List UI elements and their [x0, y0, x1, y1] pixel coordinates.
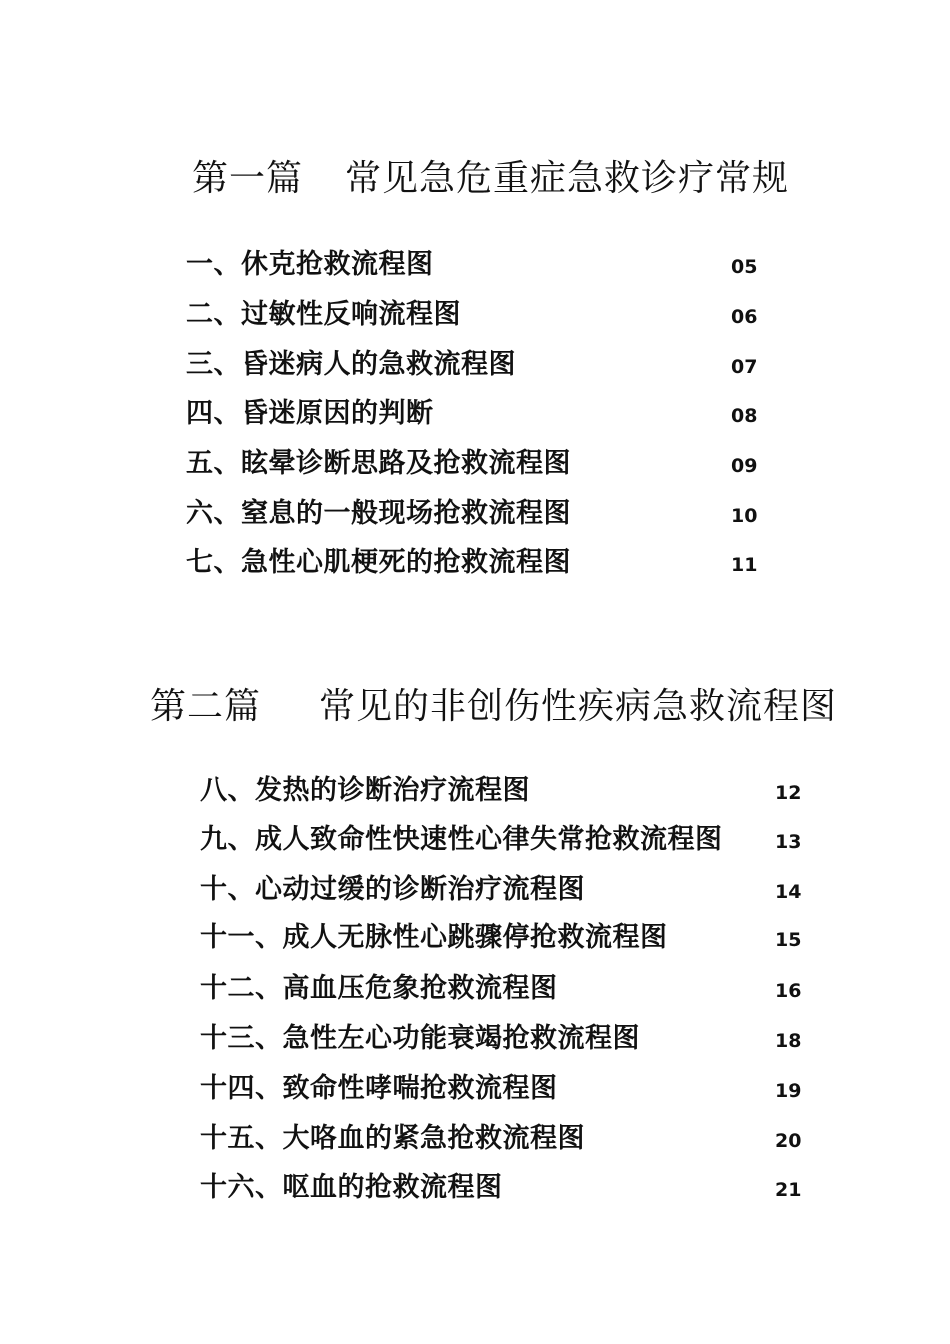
toc-entry-label: 十六、呕血的抢救流程图 — [200, 1172, 503, 1203]
toc-entry[interactable] — [0, 768, 950, 818]
toc-entry-page: 19 — [775, 1080, 802, 1102]
toc-entry-page: 16 — [775, 980, 802, 1002]
toc-entry-label: 七、急性心肌梗死的抢救流程图 — [186, 547, 571, 578]
toc-entry-label: 十三、急性左心功能衰竭抢救流程图 — [200, 1023, 640, 1054]
toc-entry[interactable] — [0, 540, 950, 590]
toc-entry[interactable] — [0, 441, 950, 491]
toc-entry[interactable] — [0, 1016, 950, 1066]
toc-entry-page: 07 — [731, 356, 758, 378]
part-1-title: 常见急危重症急救诊疗常规 — [345, 158, 790, 199]
toc-entry-page: 10 — [731, 505, 758, 527]
toc-entry-label: 十五、大咯血的紧急抢救流程图 — [200, 1123, 585, 1154]
toc-entry-label: 十四、致命性哮喘抢救流程图 — [200, 1073, 558, 1104]
toc-entry-label: 六、窒息的一般现场抢救流程图 — [186, 498, 571, 529]
toc-entry-label: 四、昏迷原因的判断 — [186, 398, 434, 429]
toc-entry-page: 14 — [775, 881, 802, 903]
toc-entry[interactable] — [0, 242, 950, 292]
toc-entry[interactable] — [0, 1165, 950, 1215]
toc-entry[interactable] — [0, 1066, 950, 1116]
toc-entry[interactable] — [0, 1116, 950, 1166]
part-1-number: 第一篇 — [192, 158, 304, 199]
toc-entry-page: 08 — [731, 405, 758, 427]
toc-entry-page: 18 — [775, 1030, 802, 1052]
toc-entry-label: 三、昏迷病人的急救流程图 — [186, 349, 516, 380]
toc-entry-label: 八、发热的诊断治疗流程图 — [200, 775, 530, 806]
toc-entry[interactable] — [0, 915, 950, 965]
part-2-number: 第二篇 — [150, 686, 262, 727]
toc-entry-label: 五、眩晕诊断思路及抢救流程图 — [186, 448, 571, 479]
toc-entry-label: 九、成人致命性快速性心律失常抢救流程图 — [200, 824, 723, 855]
toc-entry-page: 21 — [775, 1179, 802, 1201]
toc-entry[interactable] — [0, 391, 950, 441]
toc-entry-label: 十一、成人无脉性心跳骤停抢救流程图 — [200, 922, 668, 953]
toc-entry-page: 11 — [731, 554, 758, 576]
toc-entry-label: 一、休克抢救流程图 — [186, 249, 434, 280]
toc-entry-label: 二、过敏性反响流程图 — [186, 299, 461, 330]
toc-entry[interactable] — [0, 867, 950, 917]
part-1-heading — [192, 150, 789, 201]
toc-entry-page: 05 — [731, 256, 758, 278]
toc-entry-label: 十、心动过缓的诊断治疗流程图 — [200, 874, 585, 905]
toc-entry-page: 15 — [775, 929, 802, 951]
part-2-title: 常见的非创伤性疾病急救流程图 — [319, 686, 838, 727]
toc-entry-page: 20 — [775, 1130, 802, 1152]
toc-entry[interactable] — [0, 491, 950, 541]
toc-entry[interactable] — [0, 966, 950, 1016]
part-2-heading — [150, 678, 837, 729]
toc-entry[interactable] — [0, 342, 950, 392]
toc-entry-label: 十二、高血压危象抢救流程图 — [200, 973, 558, 1004]
toc-entry[interactable] — [0, 817, 950, 867]
toc-entry[interactable] — [0, 292, 950, 342]
toc-entry-page: 09 — [731, 455, 758, 477]
toc-entry-page: 12 — [775, 782, 802, 804]
toc-entry-page: 06 — [731, 306, 758, 328]
toc-entry-page: 13 — [775, 831, 802, 853]
